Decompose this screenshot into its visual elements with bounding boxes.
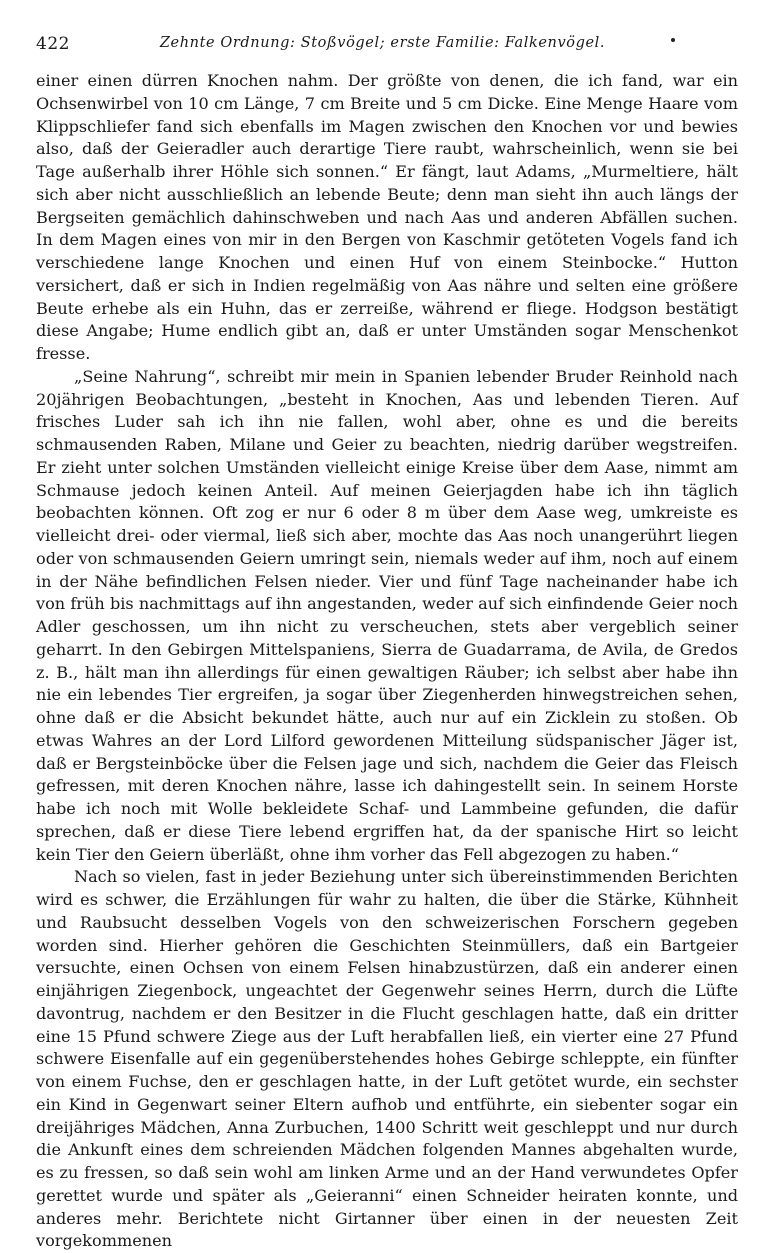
header-title: Zehnte Ordnung: Stoßvögel; erste Familie: Falkenvögel. — [159, 35, 606, 51]
running-head — [36, 34, 729, 60]
paragraph: Nach so vielen, fast in jeder Beziehung unter sich übereinstimmenden Berichten wird es schwer, die Erzählungen für wahr zu halten, die über die Stärke, Kühnheit und Raubsucht desselben Vogels von den schweizerischen Forschern gegeben worden sind. Hierher gehören die Geschichten Steinmüllers, daß ein Bartgeier versuchte, einen Ochsen von einem Felsen hinabzustürzen, daß ein anderer einen einjährigen Ziegenbock, ungeachtet der Gegenwehr seines Herrn, durch die Lüfte davontrug, nachdem er den Besitzer in die Flucht geschlagen hatte, daß ein dritter eine 15 Pfund schwere Ziege aus der Luft herabfallen ließ, ein vierter eine 27 Pfund schwere Eisenfalle auf ein gegenüberstehendes hohes Gebirge schleppte, ein fünfter von einem Fuchse, den er geschlagen hatte, in der Luft getötet wurde, ein sechster ein Kind in Gegenwart seiner Eltern aufhob und entführte, ein siebenter sogar ein dreijähriges Mädchen, Anna Zurbuchen, 1400 Schritt weit geschleppt und nur durch die Ankunft eines dem schreienden Mädchen folgenden Mannes abgehalten wurde, es zu fressen, so daß sein wohl am linken Arme und an der Hand verwundetes Opfer gerettet wurde und später als „Geieranni“ einen Schneider heiraten konnte, und anderes mehr. Berichtete nicht Girtanner über einen in der neuesten Zeit vorgekommenen — [36, 867, 738, 1251]
paragraph: einer einen dürren Knochen nahm. Der größte von denen, die ich fand, war ein Ochsenwirbel von 10 cm Länge, 7 cm Breite und 5 cm Dicke. Eine Menge Haare vom Klippschliefer fand sich ebenfalls im Magen zwischen den Knochen vor und bewies also, daß der Geieradler auch derartige Tiere raubt, wahrscheinlich, wenn sie bei Tage außerhalb ihrer Höhle sich sonnen.“ Er fängt, laut Adams, „Murmeltiere, hält sich aber nicht ausschließlich an lebende Beute; denn man sieht ihn auch längs der Bergseiten gemächlich dahinschweben und nach Aas und anderen Abfällen suchen. In dem Magen eines von mir in den Bergen von Kaschmir getöteten Vogels fand ich verschiedene lange Knochen und einen Huf von einem Steinbocke.“ Hutton versichert, daß er sich in Indien regelmäßig von Aas nähre und selten eine größere Beute erhebe als ein Huhn, das er zerreiße, während er fliege. Hodgson bestätigt diese Angabe; Hume endlich gibt an, daß er unter Umständen sogar Menschenkot fresse. — [36, 71, 738, 363]
paragraph: „Seine Nahrung“, schreibt mir mein in Spanien lebender Bruder Reinhold nach 20jährigen Beobachtungen, „besteht in Knochen, Aas und lebenden Tieren. Auf frisches Luder sah ich ihn nie fallen, wohl aber, ohne es und die bereits schmausenden Raben, Milane und Geier zu beachten, niedrig darüber wegstreifen. Er zieht unter solchen Umständen vielleicht einige Kreise über dem Aase, nimmt am Schmause jedoch keinen Anteil. Auf meinen Geierjagden habe ich ihn täglich beobachten können. Oft zog er nur 6 oder 8 m über dem Aase weg, umkreiste es vielleicht drei- oder viermal, ließ sich aber, mochte das Aas noch unangerührt liegen oder von schmausenden Geiern umringt sein, niemals weder auf ihm, noch auf einem in der Nähe befindlichen Felsen nieder. Vier und fünf Tage nacheinander habe ich von früh bis nachmittags auf ihn angestanden, weder auf sich einfindende Geier noch Adler geschossen, um ihn nicht zu verscheuchen, stets aber vergeblich seiner geharrt. In den Gebirgen Mittelspaniens, Sierra de Guadarrama, de Avila, de Gredos z. B., hält man ihn allerdings für einen gewaltigen Räuber; ich selbst aber habe ihn nie ein lebendes Tier ergreifen, ja sogar über Ziegenherden hinwegstreichen sehen, ohne daß er die Absicht bekundet hätte, auch nur auf ein Zicklein zu stoßen. Ob etwas Wahres an der Lord Lilford gewordenen Mitteilung südspanischer Jäger ist, daß er Bergsteinböcke über die Felsen jage und sich, nachdem die Geier das Fleisch gefressen, mit deren Knochen nähre, lasse ich dahingestellt sein. In seinem Horste habe ich noch mit Wolle bekleidete Schaf- und Lammbeine gefunden, die dafür sprechen, daß er diese Tiere lebend ergriffen hat, da der spanische Hirt so leicht kein Tier den Geiern überläßt, ohne ihm vorher das Fell abgezogen zu haben.“ — [36, 366, 738, 864]
body-text — [36, 70, 738, 1253]
ink-speck — [671, 38, 675, 42]
page-number: 422 — [36, 34, 70, 54]
